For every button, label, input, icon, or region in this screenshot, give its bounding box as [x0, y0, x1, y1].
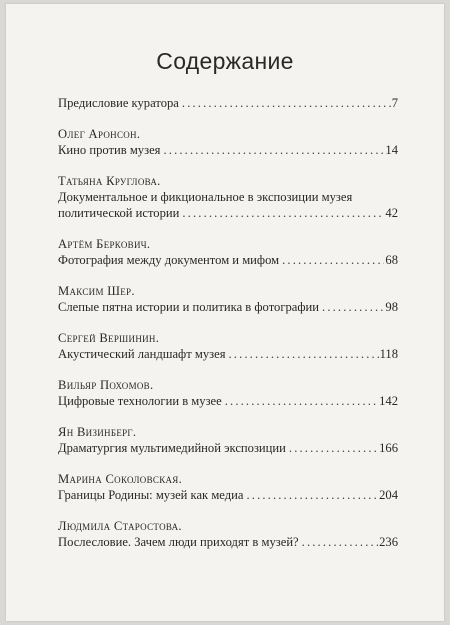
toc-leader-dots — [182, 95, 391, 111]
toc-leader-dots — [289, 440, 378, 456]
toc-author: Артём Беркович. — [58, 237, 151, 251]
page-title: Содержание — [156, 48, 294, 74]
table-of-contents — [58, 95, 398, 565]
toc-leader-dots — [246, 487, 378, 503]
toc-entry — [58, 283, 398, 315]
toc-line — [58, 95, 398, 111]
toc-author: Максим Шер. — [58, 284, 135, 298]
toc-title: Документальное и фикциональное в экспозиции музея — [58, 190, 353, 204]
toc-page-number: 166 — [379, 441, 398, 455]
toc-page-number: 118 — [379, 347, 398, 361]
toc-author: Татьяна Круглова. — [58, 174, 161, 188]
toc-line — [58, 393, 398, 409]
toc-line — [58, 205, 398, 221]
toc-entry — [58, 126, 398, 158]
toc-title: Драматургия мультимедийной экспозиции — [58, 441, 286, 455]
toc-leader-dots — [302, 534, 378, 550]
toc-leader-dots — [225, 393, 378, 409]
toc-line — [58, 252, 398, 268]
toc-page-number: 98 — [385, 300, 398, 314]
toc-page-number: 204 — [379, 488, 398, 502]
toc-author: Ян Визинберг. — [58, 425, 137, 439]
toc-page-number: 142 — [379, 394, 398, 408]
toc-leader-dots — [322, 299, 384, 315]
toc-leader-dots — [282, 252, 384, 268]
toc-entry — [58, 330, 398, 362]
toc-line — [58, 346, 398, 362]
toc-title: Фотография между документом и мифом — [58, 253, 280, 267]
toc-title: Цифровые технологии в музее — [58, 394, 222, 408]
toc-line — [58, 487, 398, 503]
toc-title: Предисловие куратора — [58, 96, 179, 110]
toc-author: Вильяр Похомов. — [58, 378, 154, 392]
toc-line — [58, 142, 398, 158]
toc-leader-dots — [228, 346, 378, 362]
book-page — [6, 4, 444, 621]
toc-page-number: 14 — [385, 143, 398, 157]
toc-author: Сергей Вершинин. — [58, 331, 160, 345]
toc-page-number: 236 — [379, 535, 398, 549]
toc-title: политической истории — [58, 206, 180, 220]
toc-entry — [58, 236, 398, 268]
toc-entry — [58, 424, 398, 456]
toc-line — [58, 534, 398, 550]
toc-title: Слепые пятна истории и политика в фотографии — [58, 300, 320, 314]
toc-line — [58, 189, 398, 205]
toc-line — [58, 440, 398, 456]
toc-entry — [58, 95, 398, 111]
toc-entry — [58, 377, 398, 409]
toc-author: Олег Аронсон. — [58, 127, 141, 141]
toc-title: Границы Родины: музей как медиа — [58, 488, 244, 502]
toc-title: Послесловие. Зачем люди приходят в музей? — [58, 535, 299, 549]
toc-page-number: 68 — [385, 253, 398, 267]
toc-author: Марина Соколовская. — [58, 472, 183, 486]
toc-page-number: 42 — [385, 206, 398, 220]
toc-entry — [58, 471, 398, 503]
toc-page-number: 7 — [391, 96, 398, 110]
toc-author: Людмила Старостова. — [58, 519, 182, 533]
toc-leader-dots — [163, 142, 384, 158]
toc-title: Акустический ландшафт музея — [58, 347, 226, 361]
toc-entry — [58, 518, 398, 550]
toc-leader-dots — [182, 205, 384, 221]
toc-line — [58, 299, 398, 315]
toc-entry — [58, 173, 398, 221]
toc-title: Кино против музея — [58, 143, 161, 157]
